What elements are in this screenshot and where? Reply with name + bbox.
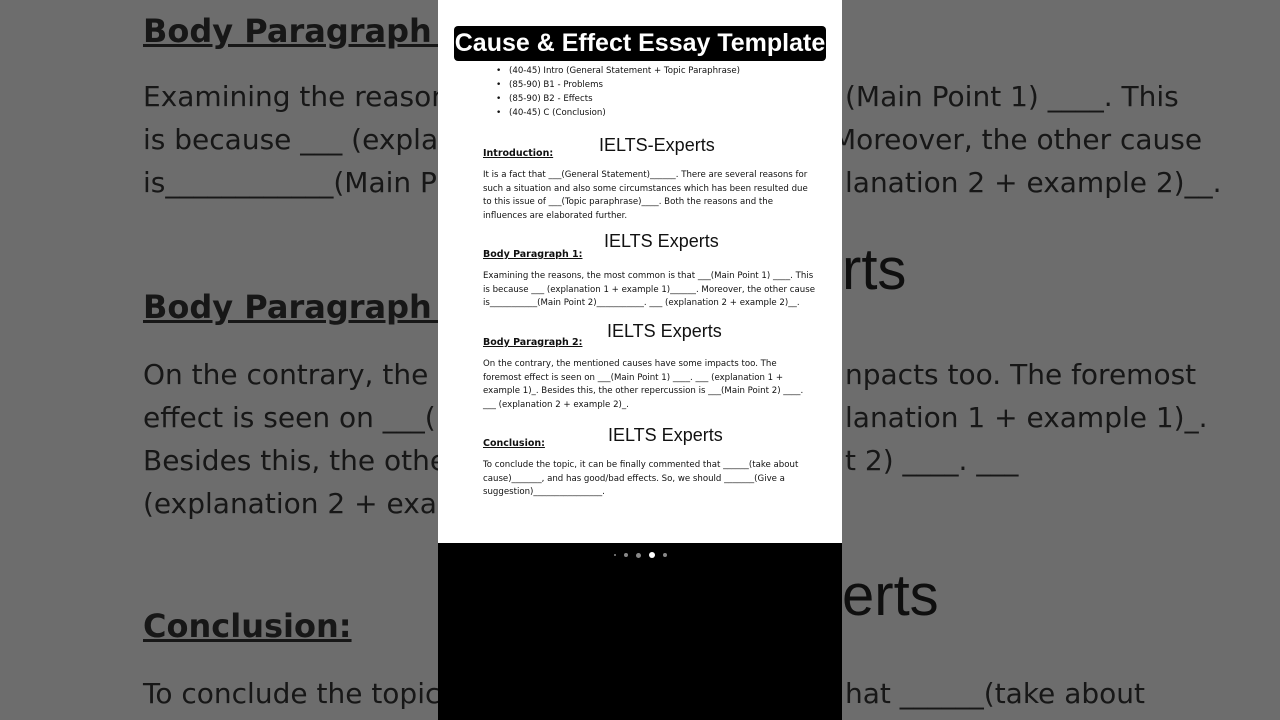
body1-heading: Body Paragraph 1: — [483, 249, 583, 260]
conclusion-paragraph: To conclude the topic, it can be finally commented that ______(take about cause)_______, and has good/bad effects. So, we should _______(Give a suggestion)________________. — [483, 460, 799, 498]
body2-paragraph: On the contrary, the mentioned causes have some impacts too. The foremost effect is seen on ___(Main Point 1) ____. ___ (explanation 1 + example 1)_. Besides this, the other repercussion is ___(Main Point 2) ____. ___ (explanation 2 + example 2)_. — [483, 359, 804, 410]
list-item: • (40-45) Intro (General Statement + Topic Paraphrase) — [494, 64, 740, 78]
watermark: IELTS-Experts — [599, 135, 715, 155]
list-item: • (40-45) C (Conclusion) — [494, 106, 740, 120]
carousel-dot[interactable] — [636, 553, 641, 558]
carousel-dot[interactable] — [624, 553, 628, 557]
list-item: • (85-90) B2 - Effects — [494, 92, 740, 106]
carousel-dot-active[interactable] — [649, 552, 655, 558]
carousel-dot[interactable] — [663, 553, 667, 557]
intro-paragraph: It is a fact that ___(General Statement)______. There are several reasons for such a situation and also some circumstances which has been resulted due to this issue of ___(Topic paraphrase)____. Both the reasons and the influences are elaborated further. — [483, 170, 808, 221]
carousel-dot[interactable] — [614, 554, 616, 556]
watermark: IELTS Experts — [604, 231, 719, 251]
body2-heading: Body Paragraph 2: — [483, 337, 583, 348]
essay-template-page — [438, 0, 842, 543]
shorts-panel[interactable] — [438, 0, 842, 720]
word-count-list — [494, 64, 740, 120]
watermark: IELTS Experts — [608, 425, 723, 445]
carousel-indicator — [438, 552, 842, 560]
watermark: IELTS Experts — [607, 321, 722, 341]
conclusion-heading: Conclusion: — [483, 438, 545, 449]
list-item: • (85-90) B1 - Problems — [494, 78, 740, 92]
intro-heading: Introduction: — [483, 148, 554, 159]
page-title: Cause & Effect Essay Template — [454, 26, 826, 61]
body1-paragraph: Examining the reasons, the most common is that ___(Main Point 1) ____. This is because ___ (explanation 1 + example 1)______. Moreover, the other cause is___________(Main Point 2)___________. ___ (explanation 2 + example 2)__. — [483, 271, 815, 309]
